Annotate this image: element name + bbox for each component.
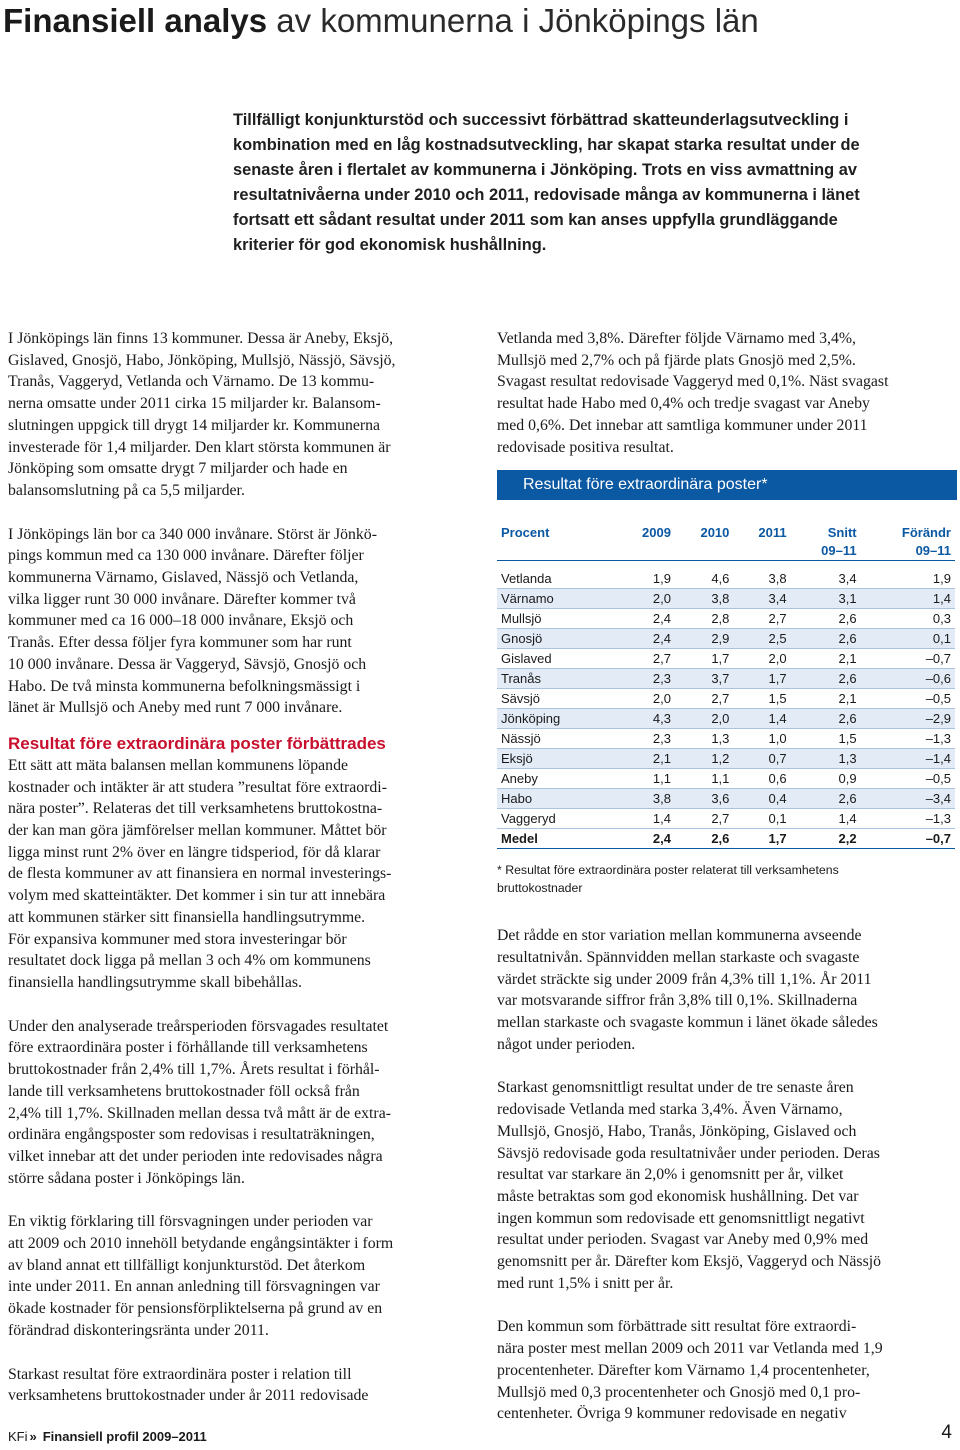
title-rest: av kommunerna i Jönköpings län — [267, 2, 759, 39]
table-cell: –0,5 — [925, 771, 951, 787]
text-line: Mullsjö med 2,7% och på fjärde plats Gnosjö med 2,5%. — [497, 351, 856, 369]
right-paragraph-3 — [497, 1077, 957, 1294]
text-line: Under den analyserade treårsperioden försvagades resultatet — [8, 1017, 389, 1035]
text-line: vilket innebar att det under perioden inte redovisades några — [8, 1147, 383, 1165]
table-cell: 2,6 — [838, 631, 857, 647]
text-line: Den kommun som förbättrade sitt resultat före extraordi- — [497, 1318, 857, 1336]
left-paragraph-5 — [8, 1211, 474, 1341]
table-cell: 0,1 — [768, 811, 787, 827]
text-line: resultatnivåerna under 2010 och 2011, redovisade många av kommunerna i länet — [233, 185, 860, 204]
table-cell: 0,3 — [932, 611, 951, 627]
table-header-cell: 2011 — [758, 525, 787, 541]
text-line: värdet sträckte sig under 2009 från 4,3% till 1,1%. År 2011 — [497, 970, 872, 988]
table-total-cell: 2,6 — [711, 831, 730, 847]
table-row — [497, 609, 955, 629]
table-subheader-cell — [733, 542, 790, 561]
table-cell: 2,6 — [838, 711, 857, 727]
table-cell: 2,0 — [652, 591, 671, 607]
table-cell: 1,1 — [711, 771, 730, 787]
table-row — [497, 729, 955, 749]
table-header-cell: 2009 — [642, 525, 671, 541]
table-header-cell: Procent — [501, 525, 550, 541]
text-line: Svagast resultat redovisade Vaggeryd med 0,1%. Näst svagast — [497, 373, 889, 391]
table-cell: 1,4 — [768, 711, 787, 727]
text-line: mellan starkaste och svagaste kommun i länet ökade således — [497, 1014, 878, 1032]
table-cell: 0,9 — [838, 771, 857, 787]
text-line: med runt 1,5% i snitt per år. — [497, 1274, 674, 1292]
table-cell: 1,4 — [652, 811, 671, 827]
left-paragraph-3 — [8, 755, 474, 994]
page-title — [0, 0, 960, 46]
table-cell: 3,8 — [768, 571, 787, 587]
lead-paragraph — [233, 108, 958, 257]
text-line: att 2009 och 2010 innehöll betydande engångsintäkter i form — [8, 1235, 394, 1253]
text-line: nära poster mest mellan 2009 och 2011 var Vetlanda med 1,9 — [497, 1340, 883, 1358]
text-line: procentenheter. Därefter kom Värnamo 1,4 procentenheter, — [497, 1361, 870, 1379]
table-row — [497, 629, 955, 649]
text-line: volym med skatteintäkter. Det kommer i sin tur att innebära — [8, 887, 386, 905]
table-cell: Värnamo — [501, 591, 554, 607]
text-line: 10 000 invånare. Dessa är Vaggeryd, Sävsjö, Gnosjö och — [8, 655, 367, 673]
table-cell: –1,4 — [925, 751, 951, 767]
table-header-cell: Förändr — [901, 525, 951, 541]
text-line: ordinära engångsposter som redovisas i resultaträkningen, — [8, 1126, 375, 1144]
table-cell: 2,4 — [652, 631, 671, 647]
text-line: större sådana poster i Jönköpings län. — [8, 1169, 245, 1187]
table-cell: 1,0 — [768, 731, 787, 747]
table-cell: 2,6 — [838, 671, 857, 687]
table-cell: 2,0 — [652, 691, 671, 707]
table-cell: Nässjö — [501, 731, 541, 747]
table-cell: 3,4 — [768, 591, 787, 607]
text-line: ökade kostnader för pensionsförpliktelserna på grund av en — [8, 1300, 383, 1318]
text-line: Sävsjö redovisade goda resultatnivåer under perioden. Deras — [497, 1144, 880, 1162]
results-table — [497, 524, 955, 849]
text-line: 2,4% till 1,7%. Skillnaden mellan dessa två mått är de extra- — [8, 1104, 391, 1122]
table-cell: 2,0 — [711, 711, 730, 727]
table-cell: Eksjö — [501, 751, 533, 767]
table-cell: 2,7 — [711, 811, 730, 827]
table-cell: –3,4 — [925, 791, 951, 807]
table-cell: 2,1 — [838, 691, 857, 707]
table-row — [497, 569, 955, 589]
text-line: resultat var starkare än 2,0% i genomsnitt per år, vilket — [497, 1166, 844, 1184]
table-cell: 0,6 — [768, 771, 787, 787]
table-cell: 1,4 — [932, 591, 951, 607]
table-total-cell: 1,7 — [768, 831, 787, 847]
text-line: I Jönköpings län bor ca 340 000 invånare. Störst är Jönkö- — [8, 525, 377, 543]
text-line: länet är Mullsjö och Aneby med runt 7 000 invånare. — [8, 699, 343, 717]
left-column — [8, 328, 474, 1429]
text-line: kommuner med ca 16 000–18 000 invånare, Eksjö och — [8, 612, 354, 630]
text-line: vilka ligger runt 30 000 invånare. Därefter kommer två — [8, 590, 356, 608]
text-line: inte under 2011. En annan anledning till försvagningen var — [8, 1278, 380, 1296]
table-subheader-cell: 09–11 — [915, 543, 951, 559]
table-footnote — [497, 861, 957, 897]
table-row — [497, 789, 955, 809]
table-cell: 2,5 — [768, 631, 787, 647]
text-line: måste betraktas som god ekonomisk hushållning. Det var — [497, 1187, 859, 1205]
left-paragraph-4 — [8, 1016, 474, 1190]
table-cell: Vetlanda — [501, 571, 552, 587]
table-cell: –0,6 — [925, 671, 951, 687]
text-line: kombination med en låg kostnadsutveckling, har skapat starka resultat under de — [233, 135, 860, 154]
table-subheader-cell — [675, 542, 733, 561]
text-line: Mullsjö med 0,3 procentenheter och Gnosjö med 0,1 pro- — [497, 1383, 861, 1401]
table-header-cell: Snitt — [827, 525, 857, 541]
text-line: av bland annat ett tillfälligt konjunkturstöd. Det återkom — [8, 1256, 366, 1274]
page-footer — [8, 1422, 952, 1447]
text-line: resultat under perioden. Svagast var Aneby med 0,9% med — [497, 1231, 869, 1249]
text-line: före extraordinära poster i förhållande till verksamhetens — [8, 1039, 368, 1057]
text-line: förändrad diskonteringsränta under 2011. — [8, 1321, 269, 1339]
table-cell: 3,8 — [652, 791, 671, 807]
text-line: verksamhetens bruttokostnader under år 2011 redovisade — [8, 1387, 369, 1405]
table-cell: 2,6 — [838, 611, 857, 627]
table-cell: 2,9 — [711, 631, 730, 647]
table-cell: 2,4 — [652, 611, 671, 627]
table-row — [497, 689, 955, 709]
table-cell: 0,7 — [768, 751, 787, 767]
table-cell: 1,3 — [711, 731, 730, 747]
table-cell: –0,5 — [925, 691, 951, 707]
table-total-cell: –0,7 — [925, 831, 951, 847]
text-line: något under perioden. — [497, 1035, 636, 1053]
text-line: resultat hade Habo med 0,4% och tredje svagast var Aneby — [497, 395, 870, 413]
brand-logo: KFi — [8, 1429, 28, 1444]
table-cell: 1,7 — [768, 671, 787, 687]
table-cell: Habo — [501, 791, 533, 807]
table-cell: 0,1 — [932, 631, 951, 647]
text-line: resultatet dock ligga på mellan 3 och 4% om kommunens — [8, 952, 371, 970]
table-cell: 2,1 — [652, 751, 671, 767]
text-line: lande till verksamhetens bruttokostnader föll också från — [8, 1082, 360, 1100]
text-line: Habo. De två minsta kommunerna befolkningsmässigt i — [8, 677, 361, 695]
table-cell: 3,6 — [711, 791, 730, 807]
text-line: nerna omsatte under 2011 cirka 15 miljarder kr. Balansom- — [8, 395, 381, 413]
text-line: kriterier för god ekonomisk hushållning. — [233, 235, 547, 254]
text-line: Starkast genomsnittligt resultat under de tre senaste åren — [497, 1079, 854, 1097]
text-line: Ett sätt att mäta balansen mellan kommunens löpande — [8, 756, 348, 774]
right-paragraph-1 — [497, 328, 957, 458]
table-subheader-cell: 09–11 — [821, 543, 857, 559]
text-line: kommunerna Värnamo, Gislaved, Nässjö och Vetlanda, — [8, 569, 359, 587]
table-cell: 1,4 — [838, 811, 857, 827]
table-row — [497, 709, 955, 729]
title-bold: Finansiell analys — [3, 2, 268, 39]
text-line: centenheter. Övriga 9 kommuner redovisade en negativ — [497, 1405, 847, 1423]
table-cell: Mullsjö — [501, 611, 542, 627]
table-cell: Gnosjö — [501, 631, 543, 647]
text-line: Tranås. Efter dessa följer fyra kommuner som har runt — [8, 634, 352, 652]
table-cell: 2,1 — [838, 651, 857, 667]
table-cell: Aneby — [501, 771, 538, 787]
table-cell: 1,3 — [838, 751, 857, 767]
brand-arrows-icon: » — [29, 1429, 35, 1444]
table-row — [497, 589, 955, 609]
table-row — [497, 649, 955, 669]
text-line: Det rådde en stor variation mellan kommunerna avseende — [497, 927, 862, 945]
right-paragraph-4 — [497, 1316, 957, 1425]
text-line: Tranås, Vaggeryd, Vetlanda och Värnamo. De 13 kommu- — [8, 373, 375, 391]
table-row — [497, 769, 955, 789]
table-cell: 2,7 — [711, 691, 730, 707]
right-column — [497, 328, 957, 1447]
page-number: 4 — [941, 1422, 952, 1443]
table-title: Resultat före extraordinära poster* — [497, 470, 957, 500]
table-cell: –0,7 — [925, 651, 951, 667]
text-line: bruttokostnader från 2,4% till 1,7%. Årets resultat i förhål- — [8, 1061, 380, 1079]
text-line: Starkast resultat före extraordinära poster i relation till — [8, 1365, 352, 1383]
table-cell: Tranås — [501, 671, 541, 687]
text-line: * Resultat före extraordinära poster relaterat till verksamhetens — [497, 863, 839, 878]
text-line: redovisade positiva resultat. — [497, 438, 674, 456]
table-cell: 1,5 — [838, 731, 857, 747]
table-subheader-cell — [497, 542, 616, 561]
table-cell: 2,3 — [652, 731, 671, 747]
publication-name: Finansiell profil 2009–2011 — [42, 1429, 207, 1444]
text-line: investerade för 1,4 miljarder. Den klart största kommunen är — [8, 438, 391, 456]
table-cell: –2,9 — [925, 711, 951, 727]
text-line: I Jönköpings län finns 13 kommuner. Dessa är Aneby, Eksjö, — [8, 330, 394, 347]
text-line: Jönköping som omsatte drygt 7 miljarder och hade en — [8, 460, 348, 478]
table-header-cell: 2010 — [700, 525, 730, 541]
table-cell: 2,7 — [652, 651, 671, 667]
table-cell: –1,3 — [925, 731, 951, 747]
table-subheader-row — [497, 542, 955, 561]
text-line: bruttokostnader — [497, 881, 583, 896]
table-cell: 2,6 — [838, 791, 857, 807]
table-total-cell: 2,4 — [652, 831, 671, 847]
left-paragraph-6 — [8, 1364, 474, 1407]
text-line: Gislaved, Gnosjö, Habo, Jönköping, Mullsjö, Nässjö, Sävsjö, — [8, 351, 396, 369]
table-cell: 2,0 — [768, 651, 787, 667]
section-heading: Resultat före extraordinära poster förbättrades — [8, 733, 386, 753]
text-line: genomsnitt per år. Därefter kom Eksjö, Vaggeryd och Nässjö — [497, 1253, 882, 1271]
table-cell: Jönköping — [501, 711, 561, 727]
text-line: med 0,6%. Det innebar att samtliga kommuner under 2011 — [497, 416, 868, 434]
table-cell: 1,9 — [652, 571, 671, 587]
text-line: fortsatt ett sådant resultat under 2011 som kan anses uppfylla grundläggande — [233, 210, 838, 229]
text-line: slutningen uppgick till drygt 14 miljarder kr. Kommunerna — [8, 416, 381, 434]
table-total-cell: 2,2 — [838, 831, 857, 847]
table-cell: 1,5 — [768, 691, 787, 707]
text-line: der kan man göra jämförelser mellan kommuner. Måttet bör — [8, 822, 387, 840]
text-line: Tillfälligt konjunkturstöd och successivt förbättrad skatteunderlagsutveckling i — [233, 111, 849, 129]
table-cell: Gislaved — [501, 651, 552, 667]
text-line: En viktig förklaring till försvagningen under perioden var — [8, 1213, 373, 1231]
table-cell: –1,3 — [925, 811, 951, 827]
table-cell: 1,2 — [711, 751, 730, 767]
text-line: balansomslutning på ca 5,5 miljarder. — [8, 481, 245, 499]
table-total-row — [497, 829, 955, 849]
table-cell: 2,7 — [768, 611, 787, 627]
table-cell: Sävsjö — [501, 691, 541, 707]
table-cell: 2,8 — [711, 611, 730, 627]
table-cell: 0,4 — [768, 791, 787, 807]
left-paragraph-1 — [8, 328, 474, 502]
text-line: Mullsjö, Gnosjö, Habo, Tranås, Jönköping, Gislaved och — [497, 1122, 857, 1140]
table-cell: 1,1 — [652, 771, 671, 787]
text-line: redovisade Vetlanda med starka 3,4%. Även Värnamo, — [497, 1101, 843, 1119]
text-line: ligga minst runt 2% över en längre tidsperiod, för då klarar — [8, 843, 381, 861]
text-line: senaste åren i flertalet av kommunerna i Jönköping. Trots en viss avmattning av — [233, 160, 857, 179]
lead-text — [233, 108, 958, 257]
text-line: att kommunen stärker sitt finansiella handlingsutrymme. — [8, 908, 366, 926]
table-subheader-cell — [616, 542, 674, 561]
text-line: ingen kommun som redovisade ett genomsnittligt negativt — [497, 1209, 865, 1227]
text-line: kostnader och intäkter är att studera ”resultat före extraordi- — [8, 778, 387, 796]
text-line: var motsvarande siffror från 3,8% till 0,1%. Skillnaderna — [497, 992, 858, 1010]
table-cell: 1,9 — [932, 571, 951, 587]
text-line: För expansiva kommuner med stora investeringar bör — [8, 930, 347, 948]
table-cell: 1,7 — [711, 651, 730, 667]
table-cell: 3,1 — [838, 591, 857, 607]
table-row — [497, 669, 955, 689]
table-cell: 2,3 — [652, 671, 671, 687]
table-row — [497, 749, 955, 769]
table-row — [497, 809, 955, 829]
left-paragraph-2 — [8, 524, 474, 719]
table-cell: 3,8 — [711, 591, 730, 607]
table-cell: 4,3 — [652, 711, 671, 727]
text-line: de flesta kommuner av att finansiera en normal investerings- — [8, 865, 392, 883]
text-line: resultatnivån. Spännvidden mellan starkaste och svagaste — [497, 948, 860, 966]
table-cell: 3,4 — [838, 571, 857, 587]
text-line: finansiella handlingsutrymme skall bibehållas. — [8, 973, 302, 991]
table-header-row — [497, 524, 955, 542]
table-total-cell: Medel — [501, 831, 538, 847]
right-paragraph-2 — [497, 925, 957, 1055]
table-cell: Vaggeryd — [501, 811, 556, 827]
text-line: Vetlanda med 3,8%. Därefter följde Värnamo med 3,4%, — [497, 330, 856, 347]
table-cell: 4,6 — [711, 571, 730, 587]
text-line: pings kommun med ca 130 000 invånare. Därefter följer — [8, 547, 364, 565]
text-line: nära poster”. Relateras det till verksamhetens bruttokostna- — [8, 800, 383, 818]
table-cell: 3,7 — [711, 671, 730, 687]
